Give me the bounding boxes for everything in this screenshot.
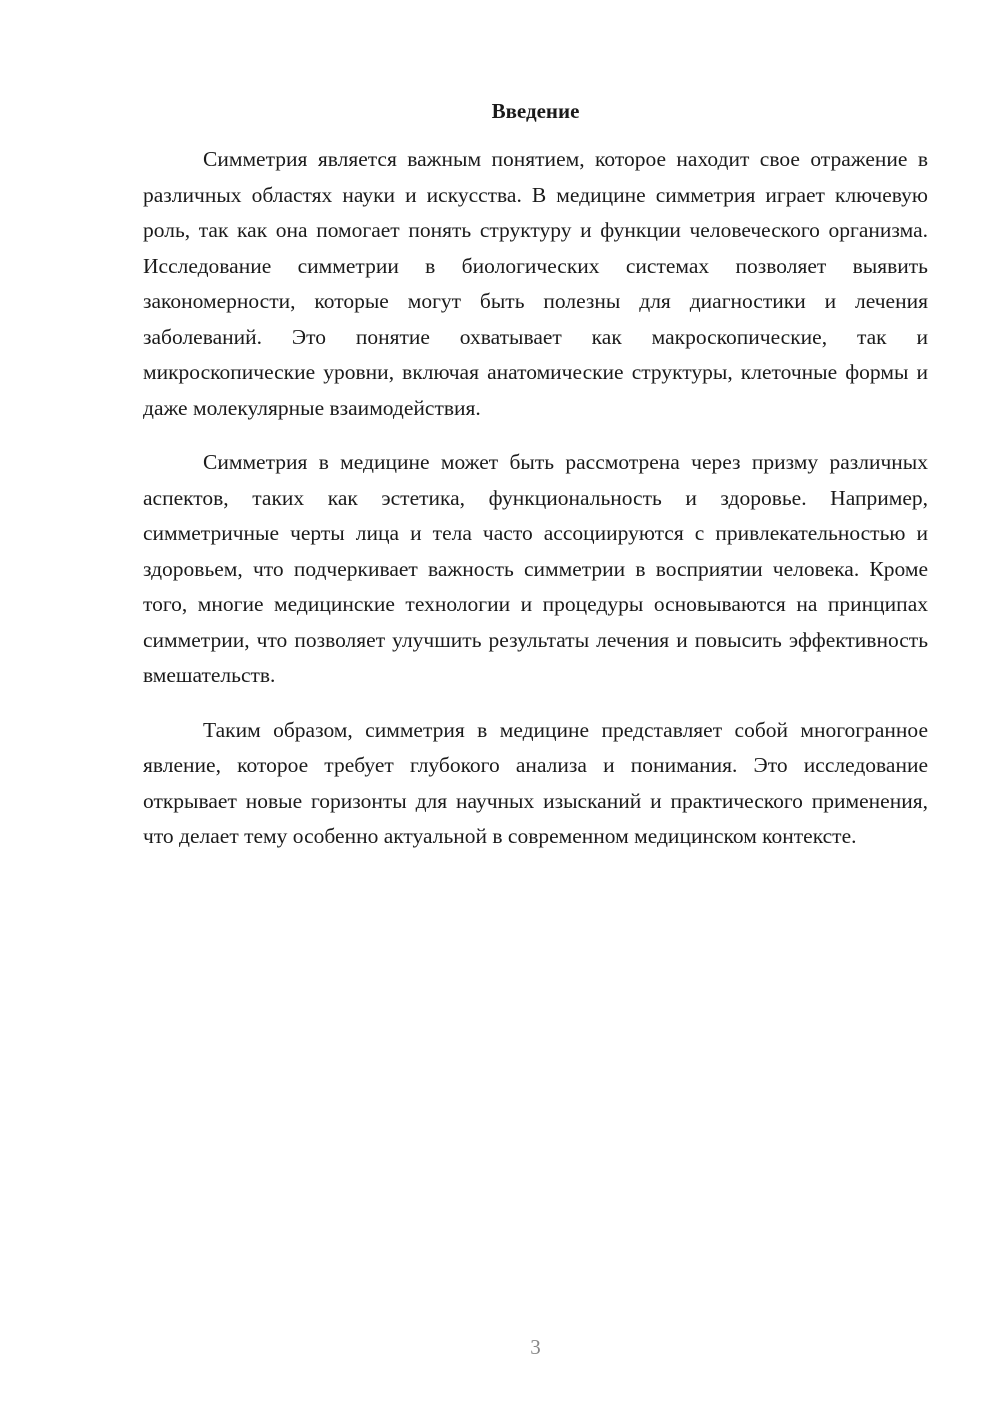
section-heading: Введение (491, 99, 580, 123)
paragraph-3: Таким образом, симметрия в медицине представляет собой многогранное явление, которое требует глубокого анализа и понимания. Это исследование открывает новые горизонты для научных изысканий и практического применения, что делает тему особенно актуальной в современном медицинском контексте. (143, 717, 928, 848)
body-text (143, 142, 928, 855)
paragraph-2: Симметрия в медицине может быть рассмотрена через призму различных аспектов, таких как эстетика, функциональность и здоровье. Например, симметричные черты лица и тела часто ассоциируются с привлекательностью и здоровьем, что подчеркивает важность симметрии в восприятии человека. Кроме того, многие медицинские технологии и процедуры основываются на принципах симметрии, что позволяет улучшить результаты лечения и повысить эффективность вмешательств. (143, 450, 928, 687)
paragraph-1: Симметрия является важным понятием, которое находит свое отражение в различных областях науки и искусства. В медицине симметрия играет ключевую роль, так как она помогает понять структуру и функции человеческого организма. Исследование симметрии в биологических системах позволяет выявить закономерности, которые могут быть полезны для диагностики и лечения заболеваний. Это понятие охватывает как макроскопические, так и микроскопические уровни, включая анатомические структуры, клеточные формы и даже молекулярные взаимодействия. (143, 147, 928, 420)
page-number: 3 (530, 1335, 541, 1359)
